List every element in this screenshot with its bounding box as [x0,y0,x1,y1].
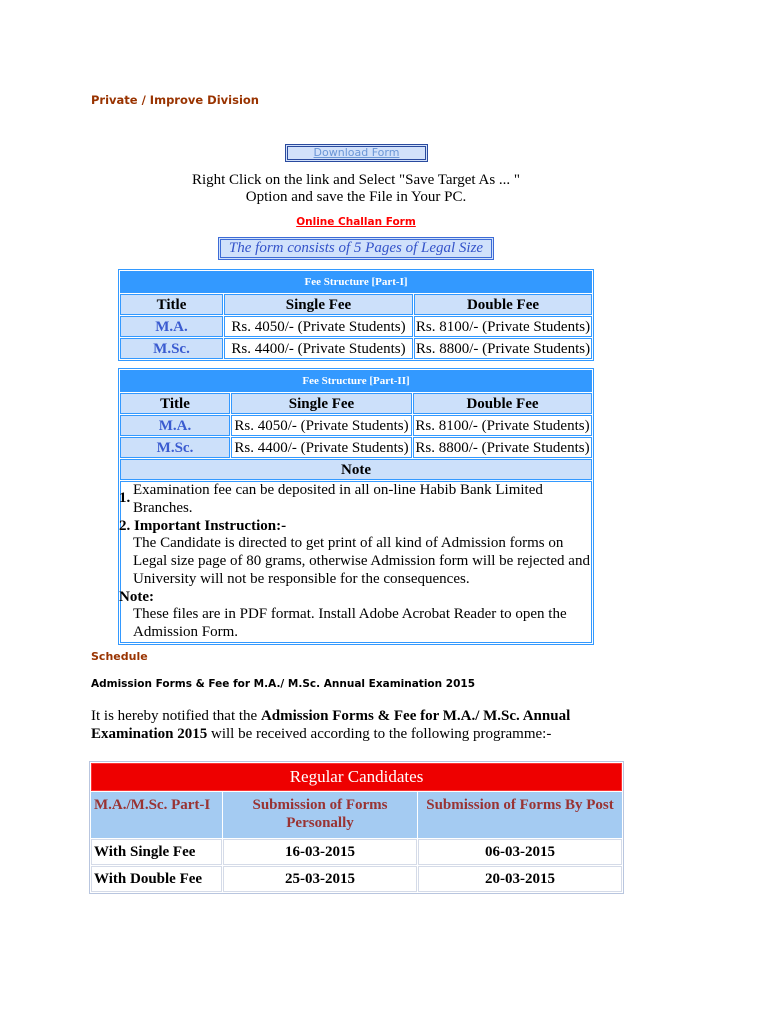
column-header-title: Title [120,393,230,414]
caption-row [120,271,592,293]
column-header-title: Title [120,294,223,315]
fee-structure-caption: Fee Structure [Part-II] [120,370,592,392]
fee-structure-part-2-table [118,368,594,645]
note-body-row [120,481,592,643]
schedule-subheading: Admission Forms & Fee for M.A./ M.Sc. Annual Examination 2015 [91,678,475,690]
pages-notice: The form consists of 5 Pages of Legal Size [218,237,494,260]
download-form-button[interactable] [285,144,428,162]
header-row [120,393,592,414]
intro-text: It is hereby notified that the [91,708,261,724]
personally-date: 16-03-2015 [223,839,417,865]
column-header-double-fee: Double Fee [414,294,592,315]
intro-line [91,725,570,743]
note-item-heading: Note: [119,588,154,605]
online-challan-form-link[interactable]: Online Challan Form [296,216,416,228]
column-header-double-fee: Double Fee [413,393,592,414]
by-post-date: 20-03-2015 [418,866,622,892]
caption-row [120,370,592,392]
title-row [91,763,622,791]
note-line: Admission Form. [133,624,239,640]
download-form-label: Download Form [313,146,400,159]
note-list [121,482,591,642]
note-line: The Candidate is directed to get print of all kind of Admission forms on [133,535,564,552]
by-post-date: 06-03-2015 [418,839,622,865]
program-name: M.Sc. [120,338,223,359]
double-fee-value: Rs. 8800/- (Private Students) [413,437,592,458]
single-fee-value: Rs. 4050/- (Private Students) [231,415,412,436]
program-name: M.Sc. [120,437,230,458]
table-row [120,316,592,337]
program-name: M.A. [120,316,223,337]
double-fee-value: Rs. 8100/- (Private Students) [414,316,592,337]
table-row [91,866,622,892]
note-content [120,481,592,643]
fee-structure-part-1-table [118,269,594,361]
note-line: University will not be responsible for the consequences. [133,570,470,587]
header-row [120,294,592,315]
single-fee-value: Rs. 4400/- (Private Students) [231,437,412,458]
intro-bold-text: Examination 2015 [91,726,208,742]
intro-bold-text: Admission Forms & Fee for M.A./ M.Sc. Annual [260,708,571,724]
fee-type-label: With Double Fee [91,866,222,892]
note-heading: Note [120,459,592,480]
schedule-intro-paragraph [91,707,570,743]
note-line: Branches. [133,499,193,516]
note-line: Legal size page of 80 grams, otherwise Admission form will be rejected and [133,553,590,569]
division-title: Private / Improve Division [91,93,259,107]
double-fee-value: Rs. 8100/- (Private Students) [413,415,592,436]
challan-link-row [118,214,594,229]
program-name: M.A. [120,415,230,436]
column-header-single-fee: Single Fee [231,393,412,414]
instruction-line: Right Click on the link and Select "Save Target As ... " [191,172,521,188]
single-fee-value: Rs. 4050/- (Private Students) [224,316,413,337]
table-row [120,338,592,359]
fee-type-label: With Single Fee [91,839,222,865]
note-line: Examination fee can be deposited in all on-line Habib Bank Limited [133,482,543,498]
list-marker: 1. [119,490,131,506]
column-header-personally: Submission of Forms Personally [223,792,417,838]
column-header-by-post: Submission of Forms By Post [418,792,622,838]
table-row [120,415,592,436]
single-fee-value: Rs. 4400/- (Private Students) [224,338,413,359]
note-item-heading: 2. Important Instruction:- [119,517,287,534]
intro-line [91,707,570,725]
header-row [91,792,622,838]
double-fee-value: Rs. 8800/- (Private Students) [414,338,592,359]
save-instructions [118,172,594,206]
regular-candidates-schedule-table [89,761,624,894]
column-header-single-fee: Single Fee [224,294,413,315]
instruction-line: Option and save the File in Your PC. [245,189,467,205]
schedule-heading: Schedule [91,650,148,663]
table-row [91,839,622,865]
column-header-part: M.A./M.Sc. Part-I [91,792,222,838]
personally-date: 25-03-2015 [223,866,417,892]
schedule-table-title: Regular Candidates [91,763,622,791]
note-line: These files are in PDF format. Install Adobe Acrobat Reader to open the [133,606,567,623]
fee-structure-caption: Fee Structure [Part-I] [120,271,592,293]
note-header-row [120,459,592,480]
table-row [120,437,592,458]
intro-text: will be received according to the following programme:- [207,726,552,742]
